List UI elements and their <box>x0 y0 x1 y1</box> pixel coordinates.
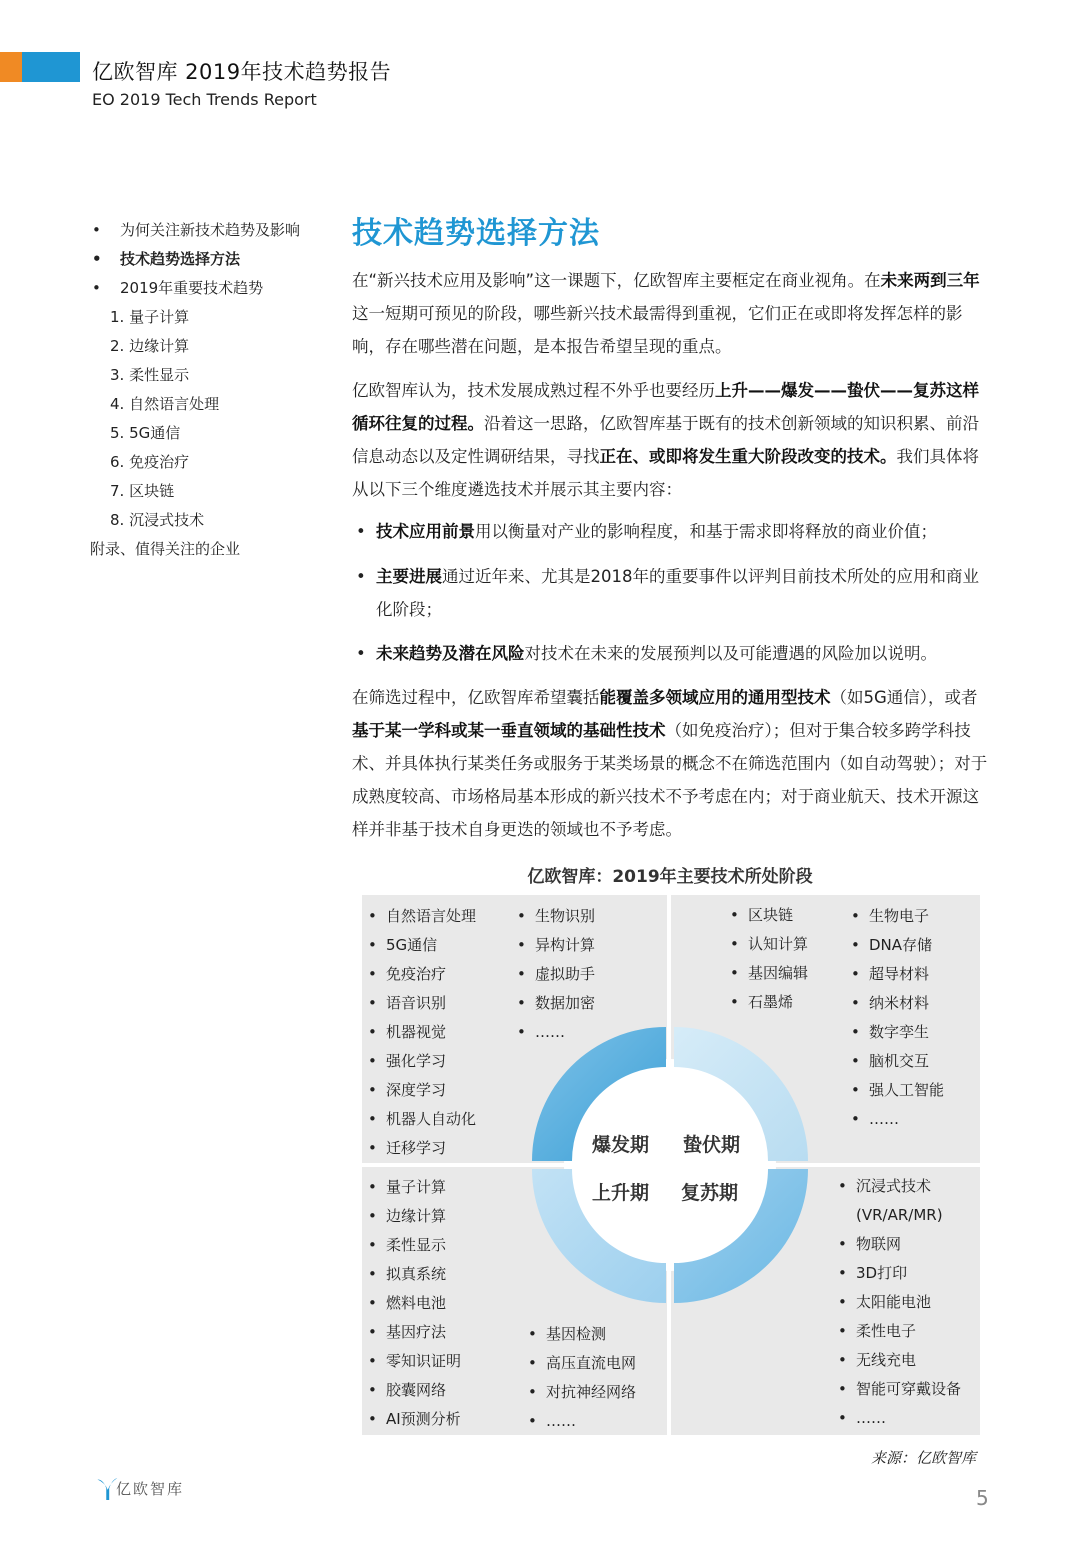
list-item: • 生物电子 <box>847 902 944 931</box>
list-item: • 柔性显示 <box>364 1231 461 1260</box>
list-item: • 认知计算 <box>726 930 808 959</box>
rise-list-1 <box>364 1173 461 1434</box>
brand-logo-icon <box>96 1472 118 1506</box>
text-run: 我们具体将从以下三个维度遴选技术并展示其主要内容： <box>352 447 979 499</box>
list-item: • 物联网 <box>834 1230 961 1259</box>
list-item: • 胶囊网络 <box>364 1376 461 1405</box>
list-item: • 迁移学习 <box>364 1134 476 1163</box>
emphasis: 未来两到三年 <box>880 271 980 290</box>
criteria-bullet <box>352 637 988 670</box>
toc-subitem[interactable]: 3. 柔性显示 <box>110 366 190 384</box>
emphasis: 能覆盖多领域应用的通用型技术 <box>599 688 831 707</box>
list-item: • 柔性电子 <box>834 1317 961 1346</box>
text-run: 沿着这一思路，亿欧智库基于既有的技术创新领域的知识积累、前沿信息动态以及定性调研结果，寻找 <box>352 414 979 466</box>
figure-source: 来源：亿欧智库 <box>870 1449 976 1467</box>
list-item: • 燃料电池 <box>364 1289 461 1318</box>
list-item: • 强化学习 <box>364 1047 476 1076</box>
cycle-ring <box>530 1025 810 1305</box>
list-item: • 生物识别 <box>513 902 595 931</box>
list-item: • 异构计算 <box>513 931 595 960</box>
list-item: • 对抗神经网络 <box>524 1378 636 1407</box>
stage-label-rise: 上升期 <box>592 1182 650 1204</box>
emphasis: 基于某一学科或某一垂直领域的基础性技术 <box>352 721 666 740</box>
list-item: • 基因疗法 <box>364 1318 461 1347</box>
text-run: 这一短期可预见的阶段，哪些新兴技术最需得到重视，它们正在或即将发挥怎样的影响，存在哪些潜在问题，是本报告希望呈现的重点。 <box>352 304 963 356</box>
stage-label-burst: 爆发期 <box>592 1134 650 1156</box>
paragraph-cycle <box>352 374 988 506</box>
list-item: • 机器人自动化 <box>364 1105 476 1134</box>
toc-subitem[interactable]: 7. 区块链 <box>110 482 175 500</box>
list-item: • 数据加密 <box>513 989 595 1018</box>
list-item: • 语音识别 <box>364 989 476 1018</box>
toc-subitem[interactable]: 1. 量子计算 <box>110 308 190 326</box>
list-item: • AI预测分析 <box>364 1405 461 1434</box>
emphasis: 未来趋势及潜在风险 <box>376 644 525 663</box>
emphasis: 正在、或即将发生重大阶段改变的技术。 <box>599 447 897 466</box>
list-item: • 边缘计算 <box>364 1202 461 1231</box>
list-item: • 深度学习 <box>364 1076 476 1105</box>
list-item: • 免疫治疗 <box>364 960 476 989</box>
list-item: • 超导材料 <box>847 960 944 989</box>
rise-list-2 <box>524 1320 636 1436</box>
report-title: 亿欧智库 2019年技术趋势报告 <box>92 60 392 84</box>
footer-brand: 亿欧智库 <box>116 1480 185 1498</box>
list-item: • 无线充电 <box>834 1346 961 1375</box>
section-title: 技术趋势选择方法 <box>352 216 600 251</box>
list-item: • 基因检测 <box>524 1320 636 1349</box>
toc-subitem[interactable]: 2. 边缘计算 <box>110 337 190 355</box>
text-run: 对技术在未来的发展预判以及可能遭遇的风险加以说明。 <box>524 644 937 663</box>
paragraph-scope <box>352 681 988 846</box>
toc-item[interactable]: • 2019年重要技术趋势 <box>90 274 330 303</box>
list-item: • 5G通信 <box>364 931 476 960</box>
text-run: 亿欧智库认为，技术发展成熟过程不外乎也要经历 <box>352 381 715 400</box>
text-run: 通过近年来、尤其是2018年的重要事件以评判目前技术所处的应用和商业化阶段； <box>376 567 979 619</box>
toc-subitem[interactable]: 6. 免疫治疗 <box>110 453 190 471</box>
table-of-contents <box>90 216 330 564</box>
list-item: • 拟真系统 <box>364 1260 461 1289</box>
list-item: • 沉浸式技术 <box>834 1172 961 1201</box>
toc-item[interactable]: • 为何关注新技术趋势及影响 <box>90 216 330 245</box>
list-item: • …… <box>834 1404 961 1433</box>
toc-subitem[interactable]: 5. 5G通信 <box>110 424 181 442</box>
burst-list-1 <box>364 902 476 1163</box>
header-accent-orange <box>0 52 22 82</box>
list-item: • 强人工智能 <box>847 1076 944 1105</box>
stage-label-dormant: 蛰伏期 <box>683 1134 741 1156</box>
toc-subitem[interactable]: 4. 自然语言处理 <box>110 395 220 413</box>
list-item: • DNA存储 <box>847 931 944 960</box>
paragraph-intro <box>352 264 988 363</box>
list-item: • 自然语言处理 <box>364 902 476 931</box>
list-item: • 量子计算 <box>364 1173 461 1202</box>
list-item: • 数字孪生 <box>847 1018 944 1047</box>
list-item: • 高压直流电网 <box>524 1349 636 1378</box>
text-run: （如5G通信），或者 <box>830 688 978 707</box>
list-item: • 纳米材料 <box>847 989 944 1018</box>
list-item: • 零知识证明 <box>364 1347 461 1376</box>
text-run: 用以衡量对产业的影响程度，和基于需求即将释放的商业价值； <box>475 522 937 541</box>
criteria-bullet <box>352 515 988 548</box>
list-item: • …… <box>524 1407 636 1436</box>
list-item: • 虚拟助手 <box>513 960 595 989</box>
list-item: • 机器视觉 <box>364 1018 476 1047</box>
list-item: • 太阳能电池 <box>834 1288 961 1317</box>
emphasis: 主要进展 <box>376 567 442 586</box>
text-run: 在筛选过程中，亿欧智库希望囊括 <box>352 688 600 707</box>
tech-stage-diagram <box>362 895 980 1435</box>
dormant-list-2 <box>847 902 944 1134</box>
emphasis: 上升——爆发——蛰伏——复苏这样循环往复的过程。 <box>352 381 979 433</box>
dormant-list-1 <box>726 901 808 1017</box>
figure-title: 亿欧智库：2019年主要技术所处阶段 <box>527 867 813 887</box>
toc-subitem[interactable]: 8. 沉浸式技术 <box>110 511 205 529</box>
revival-list <box>834 1172 961 1433</box>
list-item: • 脑机交互 <box>847 1047 944 1076</box>
list-item: • 基因编辑 <box>726 959 808 988</box>
toc-item-current[interactable]: • 技术趋势选择方法 <box>90 245 330 274</box>
list-item: • …… <box>513 1018 595 1047</box>
emphasis: 技术应用前景 <box>376 522 475 541</box>
list-item-continuation: (VR/AR/MR) <box>856 1206 943 1224</box>
list-item: • 石墨烯 <box>726 988 808 1017</box>
text-run: （如免疫治疗）；但对于集合较多跨学科技术、并具体执行某类任务或服务于某类场景的概念不在筛选范围内（如自动驾驶）；对于成熟度较高、市场格局基本形成的新兴技术不予考虑在内；对于商业航天、技术开源这样并非基于技术自身更迭的领域也不予考虑。 <box>352 721 988 839</box>
text-run: 在“新兴技术应用及影响”这一课题下，亿欧智库主要框定在商业视角。在 <box>352 271 881 290</box>
page-number: 5 <box>976 1486 989 1510</box>
list-item: • 智能可穿戴设备 <box>834 1375 961 1404</box>
report-subtitle: EO 2019 Tech Trends Report <box>92 90 317 109</box>
toc-item-appendix[interactable]: 附录、值得关注的企业 <box>90 540 241 558</box>
list-item: • 3D打印 <box>834 1259 961 1288</box>
stage-label-revival: 复苏期 <box>681 1182 739 1204</box>
list-item: • …… <box>847 1105 944 1134</box>
criteria-bullet <box>352 560 988 626</box>
header-accent-blue <box>22 52 80 82</box>
list-item: • 区块链 <box>726 901 808 930</box>
